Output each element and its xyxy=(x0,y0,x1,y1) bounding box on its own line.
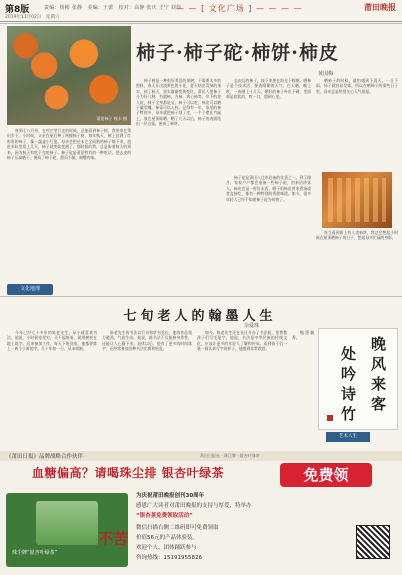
photo-caption: 莆田柿子 秋丰 摄 xyxy=(96,116,127,121)
article-column-2 xyxy=(136,78,221,288)
free-claim-badge: 免费领 xyxy=(280,463,372,487)
dried-persimmon-photo xyxy=(322,172,392,228)
ad-line-4: 微信扫描右侧二维码即可免费领取 xyxy=(136,525,219,531)
ad-partner-sub: 莆田日报社 · 珠江牌 · 银杏叶绿茶 xyxy=(200,453,260,458)
masthead xyxy=(0,0,402,20)
ad-line-3: “银杏茶免费领取活动” xyxy=(136,513,193,519)
page-number: 第8版 xyxy=(5,5,30,15)
ad-line-5: 价值56元的产品体验装。 xyxy=(136,535,198,541)
second-article-column-3 xyxy=(197,330,287,450)
advertisement xyxy=(0,451,402,575)
second-article-column-2 xyxy=(102,330,192,450)
paragraph: 柿子树是一种很好养活的果树，不需要太多的照料。春天开出淡黄色的小花，夏天结出青绿的果实，到了秋天，果实渐渐变黄变红。莆田人把柿子分为好几种，有圆柿、方柿、鸡心柿等。乡下的老人说，柿子全身都是宝，柿子可以吃，柿皮可以晒干做零嘴，柿蒂可以入药。记得有一年，家里的柿子特别多，母亲就把柿子削了皮，一个个摆在竹匾上，放在屋顶晾晒。晒了几天以后，柿子的表面结出一层白霜，便成了柿饼。 xyxy=(136,78,221,127)
paragraph: 每到七八月份，在村庄里行走的时候，总能看到柿子树。我的家在莆田乡下，小时候，父亲在屋后种了两棵柿子树，每年秋天，树上挂满了红彤彤的柿子，像一盏盏小灯笼。母亲会把还未完全成熟的柿子摘下来，放进米缸里焐上几天，柿子就变软变甜了。那时候的我，总是盼着秋天的到来，因为秋天有吃不完的柿子。柿子砣是莆田特有的一种吃法，把去皮的柿子压扁晒干，便成了柿子砣，甜而不腻，耐嚼有味。 xyxy=(7,128,131,161)
ad-line-6: 欢迎个人、团体踊跃参与 xyxy=(136,545,197,551)
calligraphy-char: 处 xyxy=(341,345,357,363)
calligraphy-char: 来 xyxy=(371,375,387,393)
column-tag-art-life: 艺术人生 xyxy=(326,432,370,442)
calligraphy-char: 风 xyxy=(371,355,387,373)
tea-package-image xyxy=(36,501,98,545)
ad-line-2: 感恩广大读者对莆田晚报的支持与厚爱，特举办 xyxy=(136,503,252,509)
paragraph: 陈老先生的书法以行书和草书见长，他的作品笔力遒劲，气韵生动。他说，练书法不仅能修身养性，还能让人心静下来。退休以后，他有了更多的时间练字，还经常参加各种书法比赛和展览。 xyxy=(102,330,192,352)
article-column-4 xyxy=(316,78,398,173)
paragraph: 如今，陈老先生还在社区开办了书法班，免费教孩子们写毛笔字。他说，书法是中华民族的传统文化，应该让更多的年轻人了解和传承。看到孩子们一笔一画认真写字的样子，他感到非常欣慰。 xyxy=(197,330,287,352)
red-seal-icon xyxy=(327,415,333,421)
ad-slogan: 不苦 xyxy=(98,530,129,548)
paragraph: 翰墨飘香， xyxy=(292,330,314,341)
editor-credits: 责编：杨彬 张静 美编：王蕾 校对：高静 张庆 王宁 刘伟 xyxy=(44,5,182,11)
ad-partner-label: 《莆田日报》品牌战略合作伙伴 xyxy=(6,454,84,460)
article-column-6 xyxy=(316,230,398,288)
article-byline: 黄国梅 xyxy=(318,71,334,77)
ad-headline: 血糖偏高？请喝珠尘排 银杏叶绿茶 xyxy=(32,466,225,480)
article-column-3 xyxy=(226,78,311,173)
ad-line-7: 咨询热线：15191955826 xyxy=(136,555,202,561)
second-article-column-4 xyxy=(292,330,314,450)
paragraph: 柿子砣是莆田人过年必备的年货之一。到了腊月，家家户户都会准备一些柿子砣，用来招待客人。柿皮也是一样好东西，晒干的柿皮用来煮汤或者直接吃，都有一种特别的香甜味道。如今，很多年轻人已经不知道柿子砣为何物了。 xyxy=(226,175,311,202)
article-column-1 xyxy=(7,128,131,288)
ad-line-1: 为庆祝莆田晚报创刊30周年 xyxy=(136,493,205,499)
paragraph: 每当看到街上有人卖柿饼，我总会想起小时候在屋顶晒柿子的日子，想起母亲忙碌的身影。 xyxy=(316,230,398,241)
persimmon-photo xyxy=(7,26,131,125)
second-article-headline: 七旬老人的翰墨人生 xyxy=(123,309,277,324)
paragraph: 去皮后的柿子，接下来要在阳光下晾晒。晒柿子是个技术活，要选晴朗的天气，白天晒，晚上收，一连晒上十几天。晒好的柿子外皮干硬，里面却是软软的，咬一口，甜到心里。 xyxy=(226,78,311,100)
article-headline: 柿子·柿子砣·柿饼·柿皮 xyxy=(136,42,339,64)
section-divider xyxy=(0,296,402,297)
calligraphy-artwork xyxy=(318,328,398,430)
column-tag-culture-geography: 文化地理 xyxy=(7,284,53,295)
calligraphy-char: 竹 xyxy=(341,405,357,423)
header-rule xyxy=(0,21,402,22)
calligraphy-char: 吟 xyxy=(341,365,357,383)
header-rule-thin xyxy=(0,23,402,24)
second-article-column-1 xyxy=(7,330,97,450)
paragraph: 晒柿子的时候，最怕遇到下雨天。一旦下雨，柿子就容易发霉。所以在晒柿子的那些日子里，母亲总是特别关心天气预报。 xyxy=(316,78,398,94)
qr-code-icon[interactable] xyxy=(356,525,390,559)
article-column-5 xyxy=(226,175,311,285)
calligraphy-char: 客 xyxy=(371,395,387,413)
issue-date: 2019年11月02日 星期六 xyxy=(5,15,60,20)
newspaper-brand: 莆田晚报 xyxy=(364,3,396,12)
paragraph: 今年已经七十多岁的陈老先生，从小就喜欢书法。他说，小时候家里穷，买不起纸笔，就用树枝在地上练字。后来参加工作，每天下班回家，他都要练上一两个小时的字。几十年如一日，从未间断。 xyxy=(7,330,97,352)
section-title: — — [ 文化广场 ] — — — — xyxy=(176,4,303,13)
second-article-byline: 余爱珠 xyxy=(244,323,260,329)
calligraphy-char: 诗 xyxy=(341,385,357,403)
product-label: 珠尘牌“银杏叶绿茶” xyxy=(12,550,58,556)
calligraphy-char: 晚 xyxy=(371,335,387,353)
